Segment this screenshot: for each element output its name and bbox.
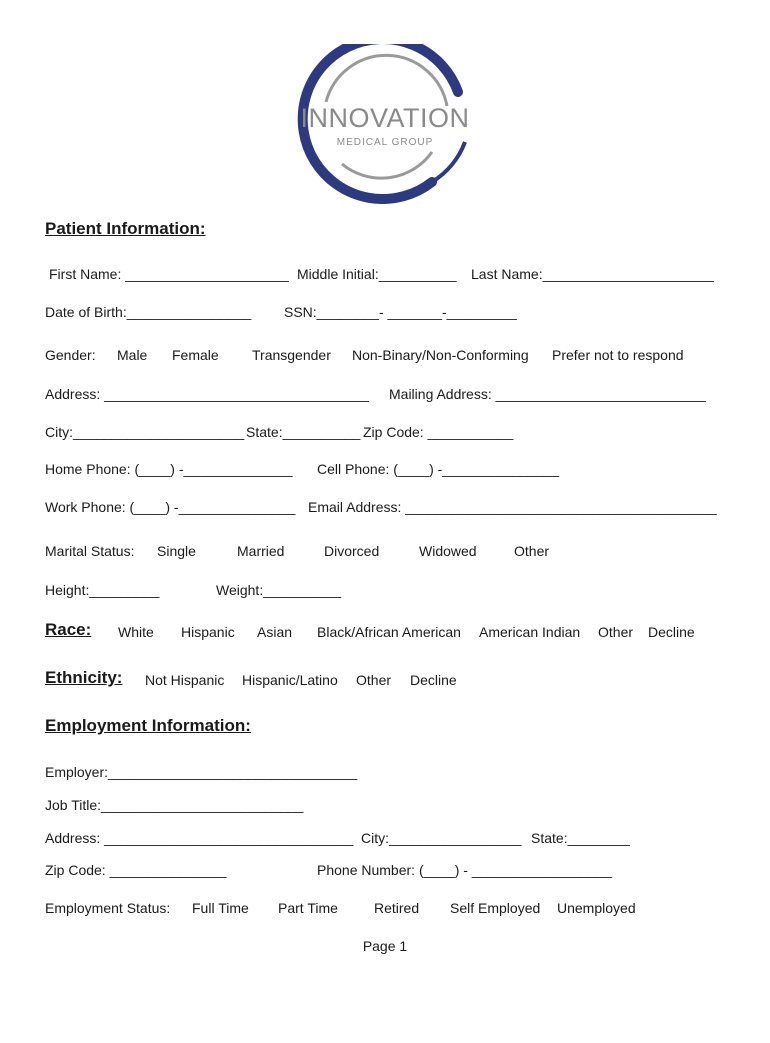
state-field[interactable]: State:__________ xyxy=(246,424,361,440)
employment-option-unemployed[interactable]: Unemployed xyxy=(557,900,636,916)
employer-phone-field[interactable]: Phone Number: (____) - __________________ xyxy=(317,862,613,878)
marital-option-divorced[interactable]: Divorced xyxy=(324,543,380,559)
ssn-field[interactable]: SSN:________- _______-_________ xyxy=(284,304,517,320)
employment-option-full-time[interactable]: Full Time xyxy=(192,900,249,916)
address-field[interactable]: Address: __________________________________ xyxy=(45,386,369,402)
race-label: Race: xyxy=(45,620,92,639)
employment-status-row xyxy=(0,899,770,1043)
marital-option-widowed[interactable]: Widowed xyxy=(419,543,477,559)
work-phone-field[interactable]: Work Phone: (____) -_______________ xyxy=(45,499,296,515)
employment-status-label: Employment Status: xyxy=(45,900,171,916)
employer-field[interactable]: Employer:________________________________ xyxy=(45,764,358,780)
employment-option-self-employed[interactable]: Self Employed xyxy=(450,900,541,916)
gender-option-male[interactable]: Male xyxy=(117,347,148,363)
email-address-field[interactable]: Email Address: ________________________________________ xyxy=(308,499,717,515)
employer-state-field[interactable]: State:________ xyxy=(531,830,630,846)
gender-label: Gender: xyxy=(45,347,96,363)
mailing-address-field[interactable]: Mailing Address: ___________________________ xyxy=(389,386,706,402)
gender-option-prefer-not[interactable]: Prefer not to respond xyxy=(552,347,684,363)
ethnicity-option-not-hispanic[interactable]: Not Hispanic xyxy=(145,672,225,688)
employment-option-part-time[interactable]: Part Time xyxy=(278,900,338,916)
logo-gray-arc-top xyxy=(326,55,447,106)
gender-option-transgender[interactable]: Transgender xyxy=(252,347,331,363)
race-option-american-indian[interactable]: American Indian xyxy=(479,624,581,640)
race-option-black-african-american[interactable]: Black/African American xyxy=(317,624,461,640)
patient-information-heading: Patient Information: xyxy=(45,219,206,238)
race-option-other[interactable]: Other xyxy=(598,624,634,640)
logo-wordmark: INNOVATION xyxy=(300,103,470,133)
ethnicity-option-decline[interactable]: Decline xyxy=(410,672,457,688)
marital-status-label: Marital Status: xyxy=(45,543,135,559)
marital-option-single[interactable]: Single xyxy=(157,543,196,559)
cell-phone-field[interactable]: Cell Phone: (____) -_______________ xyxy=(317,461,560,477)
date-of-birth-field[interactable]: Date of Birth:________________ xyxy=(45,304,252,320)
logo-gray-arc-bottom xyxy=(342,152,432,178)
ethnicity-option-hispanic-latino[interactable]: Hispanic/Latino xyxy=(242,672,338,688)
logo-subtitle: MEDICAL GROUP xyxy=(336,137,434,148)
zip-code-field[interactable]: Zip Code: ___________ xyxy=(363,424,514,440)
logo-navy-arc-tail xyxy=(432,142,465,182)
race-option-hispanic[interactable]: Hispanic xyxy=(181,624,235,640)
race-option-white[interactable]: White xyxy=(118,624,154,640)
employer-address-field[interactable]: Address: ________________________________ xyxy=(45,830,354,846)
job-title-field[interactable]: Job Title:__________________________ xyxy=(45,797,304,813)
ethnicity-option-other[interactable]: Other xyxy=(356,672,392,688)
employer-city-field[interactable]: City:_________________ xyxy=(361,830,522,846)
weight-field[interactable]: Weight:__________ xyxy=(216,582,342,598)
employer-zip-code-field[interactable]: Zip Code: _______________ xyxy=(45,862,227,878)
employment-information-heading: Employment Information: xyxy=(45,716,251,735)
gender-option-female[interactable]: Female xyxy=(172,347,219,363)
race-option-asian[interactable]: Asian xyxy=(257,624,293,640)
first-name-field[interactable]: First Name: _____________________ xyxy=(49,266,289,282)
gender-option-non-binary[interactable]: Non-Binary/Non-Conforming xyxy=(352,347,529,363)
middle-initial-field[interactable]: Middle Initial:__________ xyxy=(297,266,457,282)
race-option-decline[interactable]: Decline xyxy=(648,624,695,640)
city-field[interactable]: City:______________________ xyxy=(45,424,245,440)
page-number: Page 1 xyxy=(362,938,408,954)
innovation-medical-group-logo xyxy=(282,44,488,204)
logo-emblem xyxy=(282,44,488,204)
height-field[interactable]: Height:_________ xyxy=(45,582,160,598)
ethnicity-label: Ethnicity: xyxy=(45,668,123,687)
home-phone-field[interactable]: Home Phone: (____) -______________ xyxy=(45,461,293,477)
marital-option-married[interactable]: Married xyxy=(237,543,285,559)
last-name-field[interactable]: Last Name:______________________ xyxy=(471,266,714,282)
employment-option-retired[interactable]: Retired xyxy=(374,900,420,916)
marital-option-other[interactable]: Other xyxy=(514,543,550,559)
